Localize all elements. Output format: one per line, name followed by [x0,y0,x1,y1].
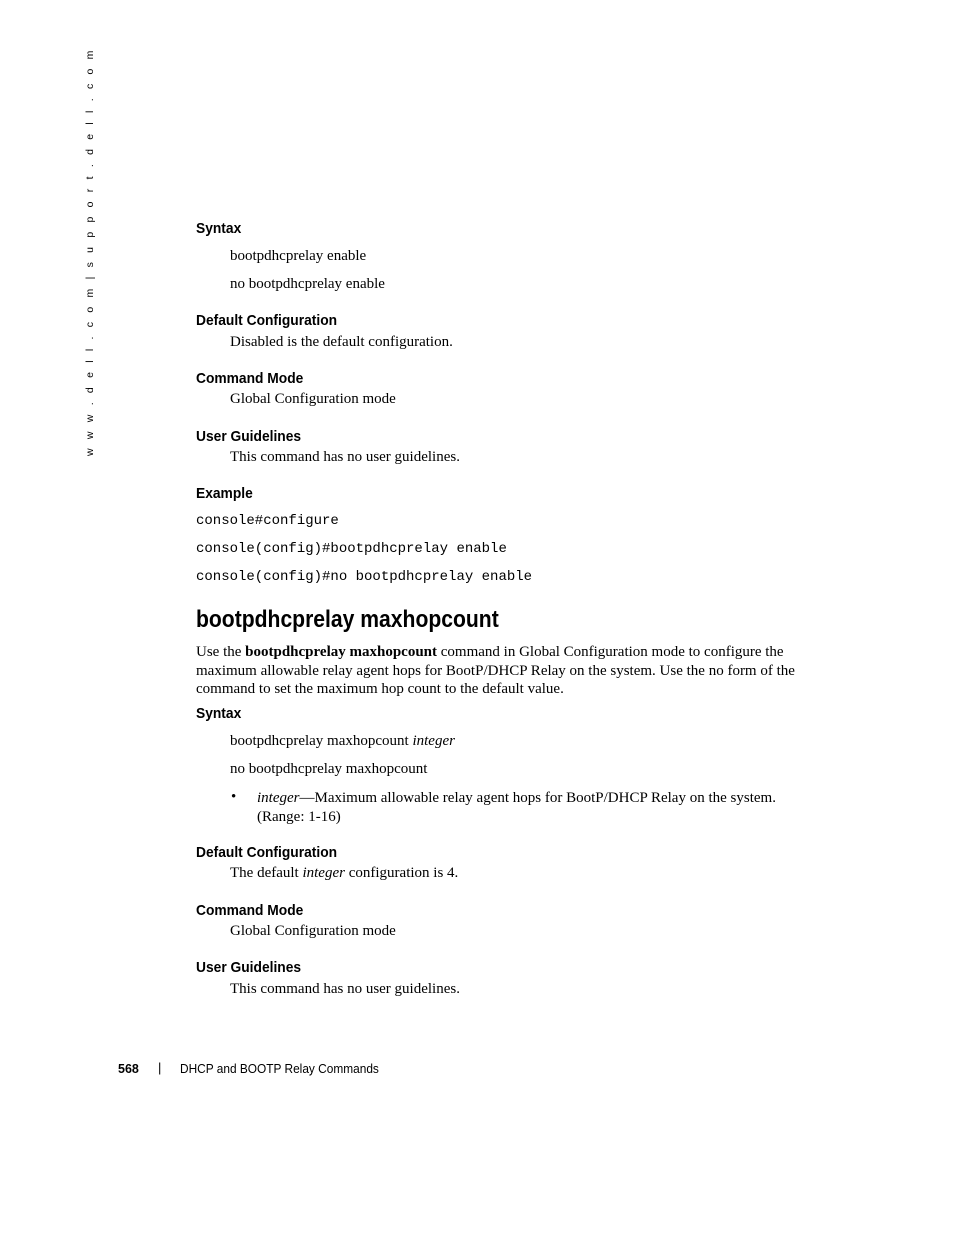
syntax-command-name: bootpdhcprelay maxhopcount [230,733,409,749]
footer-separator: | [158,1060,162,1075]
command-description [196,643,816,699]
syntax-heading: Syntax [196,705,242,722]
syntax-command [230,732,455,750]
command-mode-text: Global Configuration mode [230,391,396,407]
example-line: console#configure [196,513,339,529]
parameter-text: —Maximum allowable relay agent hops for BootP/DHCP Relay on the system. (Range: 1-16) [257,790,776,825]
default-config-heading: Default Configuration [196,312,338,329]
parameter-description [257,789,817,826]
syntax-heading: Syntax [196,220,242,237]
default-rest: configuration is 4. [344,865,459,881]
description-lead: Use the [196,644,246,660]
default-config-text [230,864,458,882]
bullet-marker: • [231,789,237,805]
chapter-title: DHCP and BOOTP Relay Commands [180,1062,379,1076]
syntax-command-no: no bootpdhcprelay maxhopcount [230,761,428,777]
example-line: console(config)#bootpdhcprelay enable [196,541,507,557]
default-config-heading: Default Configuration [196,844,338,861]
page-number: 568 [118,1062,139,1076]
description-command: bootpdhcprelay maxhopcount [245,644,437,660]
command-mode-heading: Command Mode [196,902,304,919]
example-heading: Example [196,485,253,502]
command-mode-heading: Command Mode [196,370,304,387]
syntax-command-no: no bootpdhcprelay enable [230,276,385,292]
side-url-text: w w w . d e l l . c o m | s u p p o r t . d e l l . c o m [84,47,96,456]
syntax-parameter: integer [412,733,455,749]
default-config-text: Disabled is the default configuration. [230,334,453,350]
user-guidelines-heading: User Guidelines [196,959,302,976]
user-guidelines-heading: User Guidelines [196,428,302,445]
user-guidelines-text: This command has no user guidelines. [230,981,460,997]
user-guidelines-text: This command has no user guidelines. [230,449,460,465]
syntax-command: bootpdhcprelay enable [230,248,367,264]
default-lead: The default [230,865,303,881]
description-rest: command in Global Configuration mode to configure the maximum allowable relay agent hops for BootP/DHCP Relay on the system. Use the no form of the command to set the maximum hop count to the default value. [196,644,795,697]
example-line: console(config)#no bootpdhcprelay enable [196,569,533,585]
command-mode-text: Global Configuration mode [230,923,396,939]
command-title: bootpdhcprelay maxhopcount [196,606,499,633]
parameter-name: integer [257,790,300,806]
default-parameter: integer [302,865,345,881]
